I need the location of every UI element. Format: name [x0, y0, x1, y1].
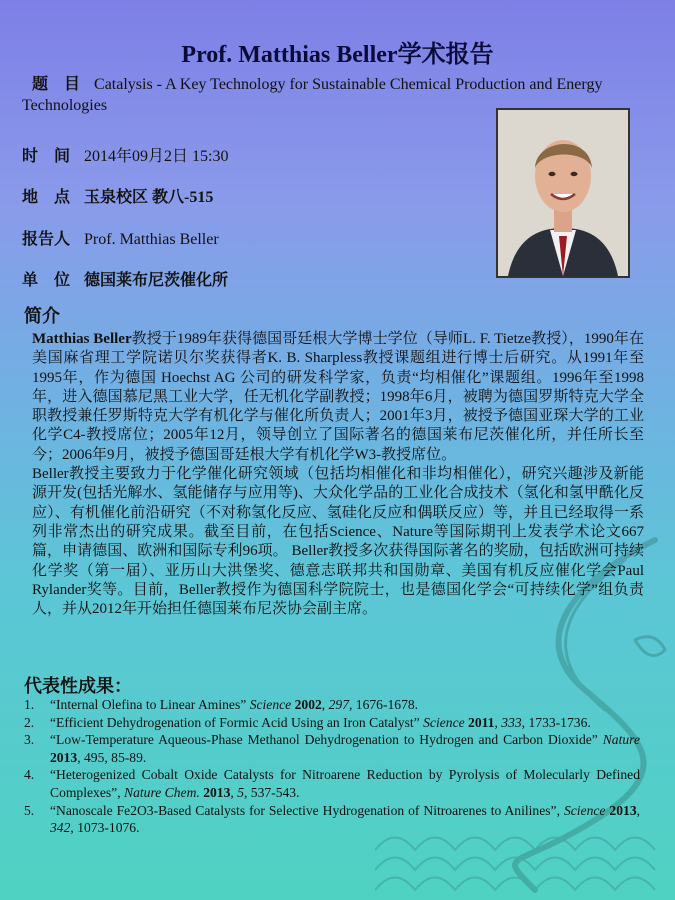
list-item — [24, 714, 640, 732]
item-journal: Science — [249, 697, 292, 712]
speaker-row — [22, 229, 219, 250]
list-item — [24, 802, 640, 837]
item-pages: 537-543. — [250, 784, 300, 800]
item-year: 2002 — [294, 697, 322, 712]
item-text: “Efficient Dehydrogenation of Formic Acid Using an Iron Catalyst” Science 2011, 333, 1733-1736. — [50, 714, 591, 730]
item-journal: Science — [563, 802, 606, 818]
item-pages: 85-89. — [111, 749, 147, 765]
item-number: 4. — [24, 767, 35, 783]
item-title: “Low-Temperature Aqueous-Phase Methanol Dehydrogenation to Hydrogen and Carbon Dioxide” — [50, 732, 598, 748]
time-label: 时 间 — [22, 148, 71, 165]
bio-heading: 简介 — [24, 306, 60, 327]
item-title: “Internal Olefina to Linear Amines” — [50, 697, 247, 712]
place-value: 玉泉校区 教八-515 — [84, 189, 214, 206]
item-pages: 1073-1076. — [77, 820, 140, 836]
unit-label: 单 位 — [22, 272, 71, 289]
place-row — [22, 187, 213, 208]
unit-row — [22, 270, 228, 291]
item-volume: 495 — [83, 749, 105, 765]
item-year: 2013 — [203, 784, 231, 800]
bio-name: Matthias Beller — [32, 331, 132, 347]
topic-value: Catalysis - A Key Technology for Sustainable Chemical Production and Energy Technologies — [22, 76, 603, 114]
item-number: 3. — [24, 732, 35, 748]
topic-label: 题 目 — [32, 76, 81, 93]
item-title: “Efficient Dehydrogenation of Formic Acid Using an Iron Catalyst” — [50, 714, 420, 730]
list-item — [24, 731, 640, 766]
item-pages: 1733-1736. — [528, 714, 591, 730]
item-volume: 5 — [237, 784, 244, 800]
item-volume: 333 — [501, 714, 522, 730]
item-year: 2013 — [50, 749, 78, 765]
item-volume: 342 — [50, 820, 71, 836]
list-item — [24, 696, 640, 714]
publications-list — [24, 696, 640, 837]
item-year: 2011 — [468, 714, 495, 730]
item-journal: Nature — [602, 732, 640, 748]
list-item — [24, 766, 640, 801]
item-text: “Internal Olefina to Linear Amines” Science 2002, 297, 1676-1678. — [50, 697, 419, 712]
speaker-value: Prof. Matthias Beller — [84, 231, 219, 248]
item-text: “Nanoscale Fe2O3-Based Catalysts for Selective Hydrogenation of Nitroarenes to Anilines”, Science 2013, 342, 1073-1076. — [50, 802, 641, 836]
place-label: 地 点 — [22, 189, 71, 206]
item-pages: 1676-1678. — [355, 697, 419, 712]
item-volume: 297 — [328, 697, 349, 712]
speaker-portrait — [496, 108, 630, 278]
item-journal: Science — [423, 714, 465, 730]
page-title: Prof. Matthias Beller学术报告 — [181, 42, 494, 68]
speaker-label: 报告人 — [22, 231, 71, 248]
item-number: 1. — [24, 697, 35, 712]
item-title: “Nanoscale Fe2O3-Based Catalysts for Selective Hydrogenation of Nitroarenes to Anilines”, — [50, 802, 560, 818]
unit-value: 德国莱布尼茨催化所 — [84, 272, 229, 289]
bio-paragraph-2: Beller教授主要致力于化学催化研究领域（包括均相催化和非均相催化），研究兴趣涉及新能源开发(包括光解水、氢能储存与应用等)、大众化学品的工业化合成技术（氢化和氢甲酰化反应）、有机催化前沿研究（不对称氢化反应、氢硅化反应和偶联反应）等，并且已经取得一系列非常杰出的研究成果。截至目前，在包括Science、Nature等国际期刊上发表学术论文667篇，申请德国、欧洲和国际专利96项。 Beller教授多次获得国际著名的奖励，包括欧洲可持续化学奖（第一届）、亚历山大洪堡奖、德意志联邦共和国勋章、美国有机反应催化学会Paul Rylander奖等。目前，Beller教授作为德国科学院院士，也是德国化学会“可持续化学”组负责人，并从2012年开始担任德国莱布尼茨协会副主席。 — [32, 466, 644, 618]
item-journal: Nature Chem. — [124, 784, 200, 800]
item-year: 2013 — [609, 802, 637, 818]
bio-text — [32, 330, 644, 619]
time-value: 2014年09月2日 15:30 — [84, 148, 229, 165]
publications-heading: 代表性成果： — [24, 676, 132, 697]
item-text: “Heterogenized Cobalt Oxide Catalysts for Nitroarene Reduction by Pyrolysis of Molecularly Defined Complexes”, Nature Chem. 2013, 5, 537-543. — [50, 767, 640, 800]
item-title: “Heterogenized Cobalt Oxide Catalysts for Nitroarene Reduction by Pyrolysis of Molecularly Defined Complexes”, — [50, 767, 640, 800]
item-text: “Low-Temperature Aqueous-Phase Methanol Dehydrogenation to Hydrogen and Carbon Dioxide” Nature 2013, 495, 85-89. — [50, 732, 640, 765]
bio-paragraph-1-text: 教授于1989年获得德国哥廷根大学博士学位（导师L. F. Tietze教授），1990年在美国麻省理工学院诺贝尔奖获得者K. B. Sharpless教授课题组进行博士后研究。从1991年至1995年，作为德国 Hoechst AG 公司的研发科学家，负责“均相催化”课题组。1996年至1998年，进入德国慕尼黑工业大学，任无机化学副教授；1998年6月，被聘为德国罗斯特克大学全职教授兼任罗斯特克大学有机化学与催化所负责人；2001年3月，被授予德国亚琛大学的工业化学C4-教授席位；2005年12月，领导创立了国际著名的德国莱布尼茨催化所，并任所长至今；2006年9月，被授予德国哥廷根大学有机化学W3-教授席位。 — [32, 331, 644, 463]
item-number: 5. — [24, 802, 35, 818]
item-number: 2. — [24, 714, 35, 730]
bio-paragraph-1 — [32, 330, 644, 465]
portrait-illustration — [498, 110, 628, 276]
time-row — [22, 146, 228, 167]
